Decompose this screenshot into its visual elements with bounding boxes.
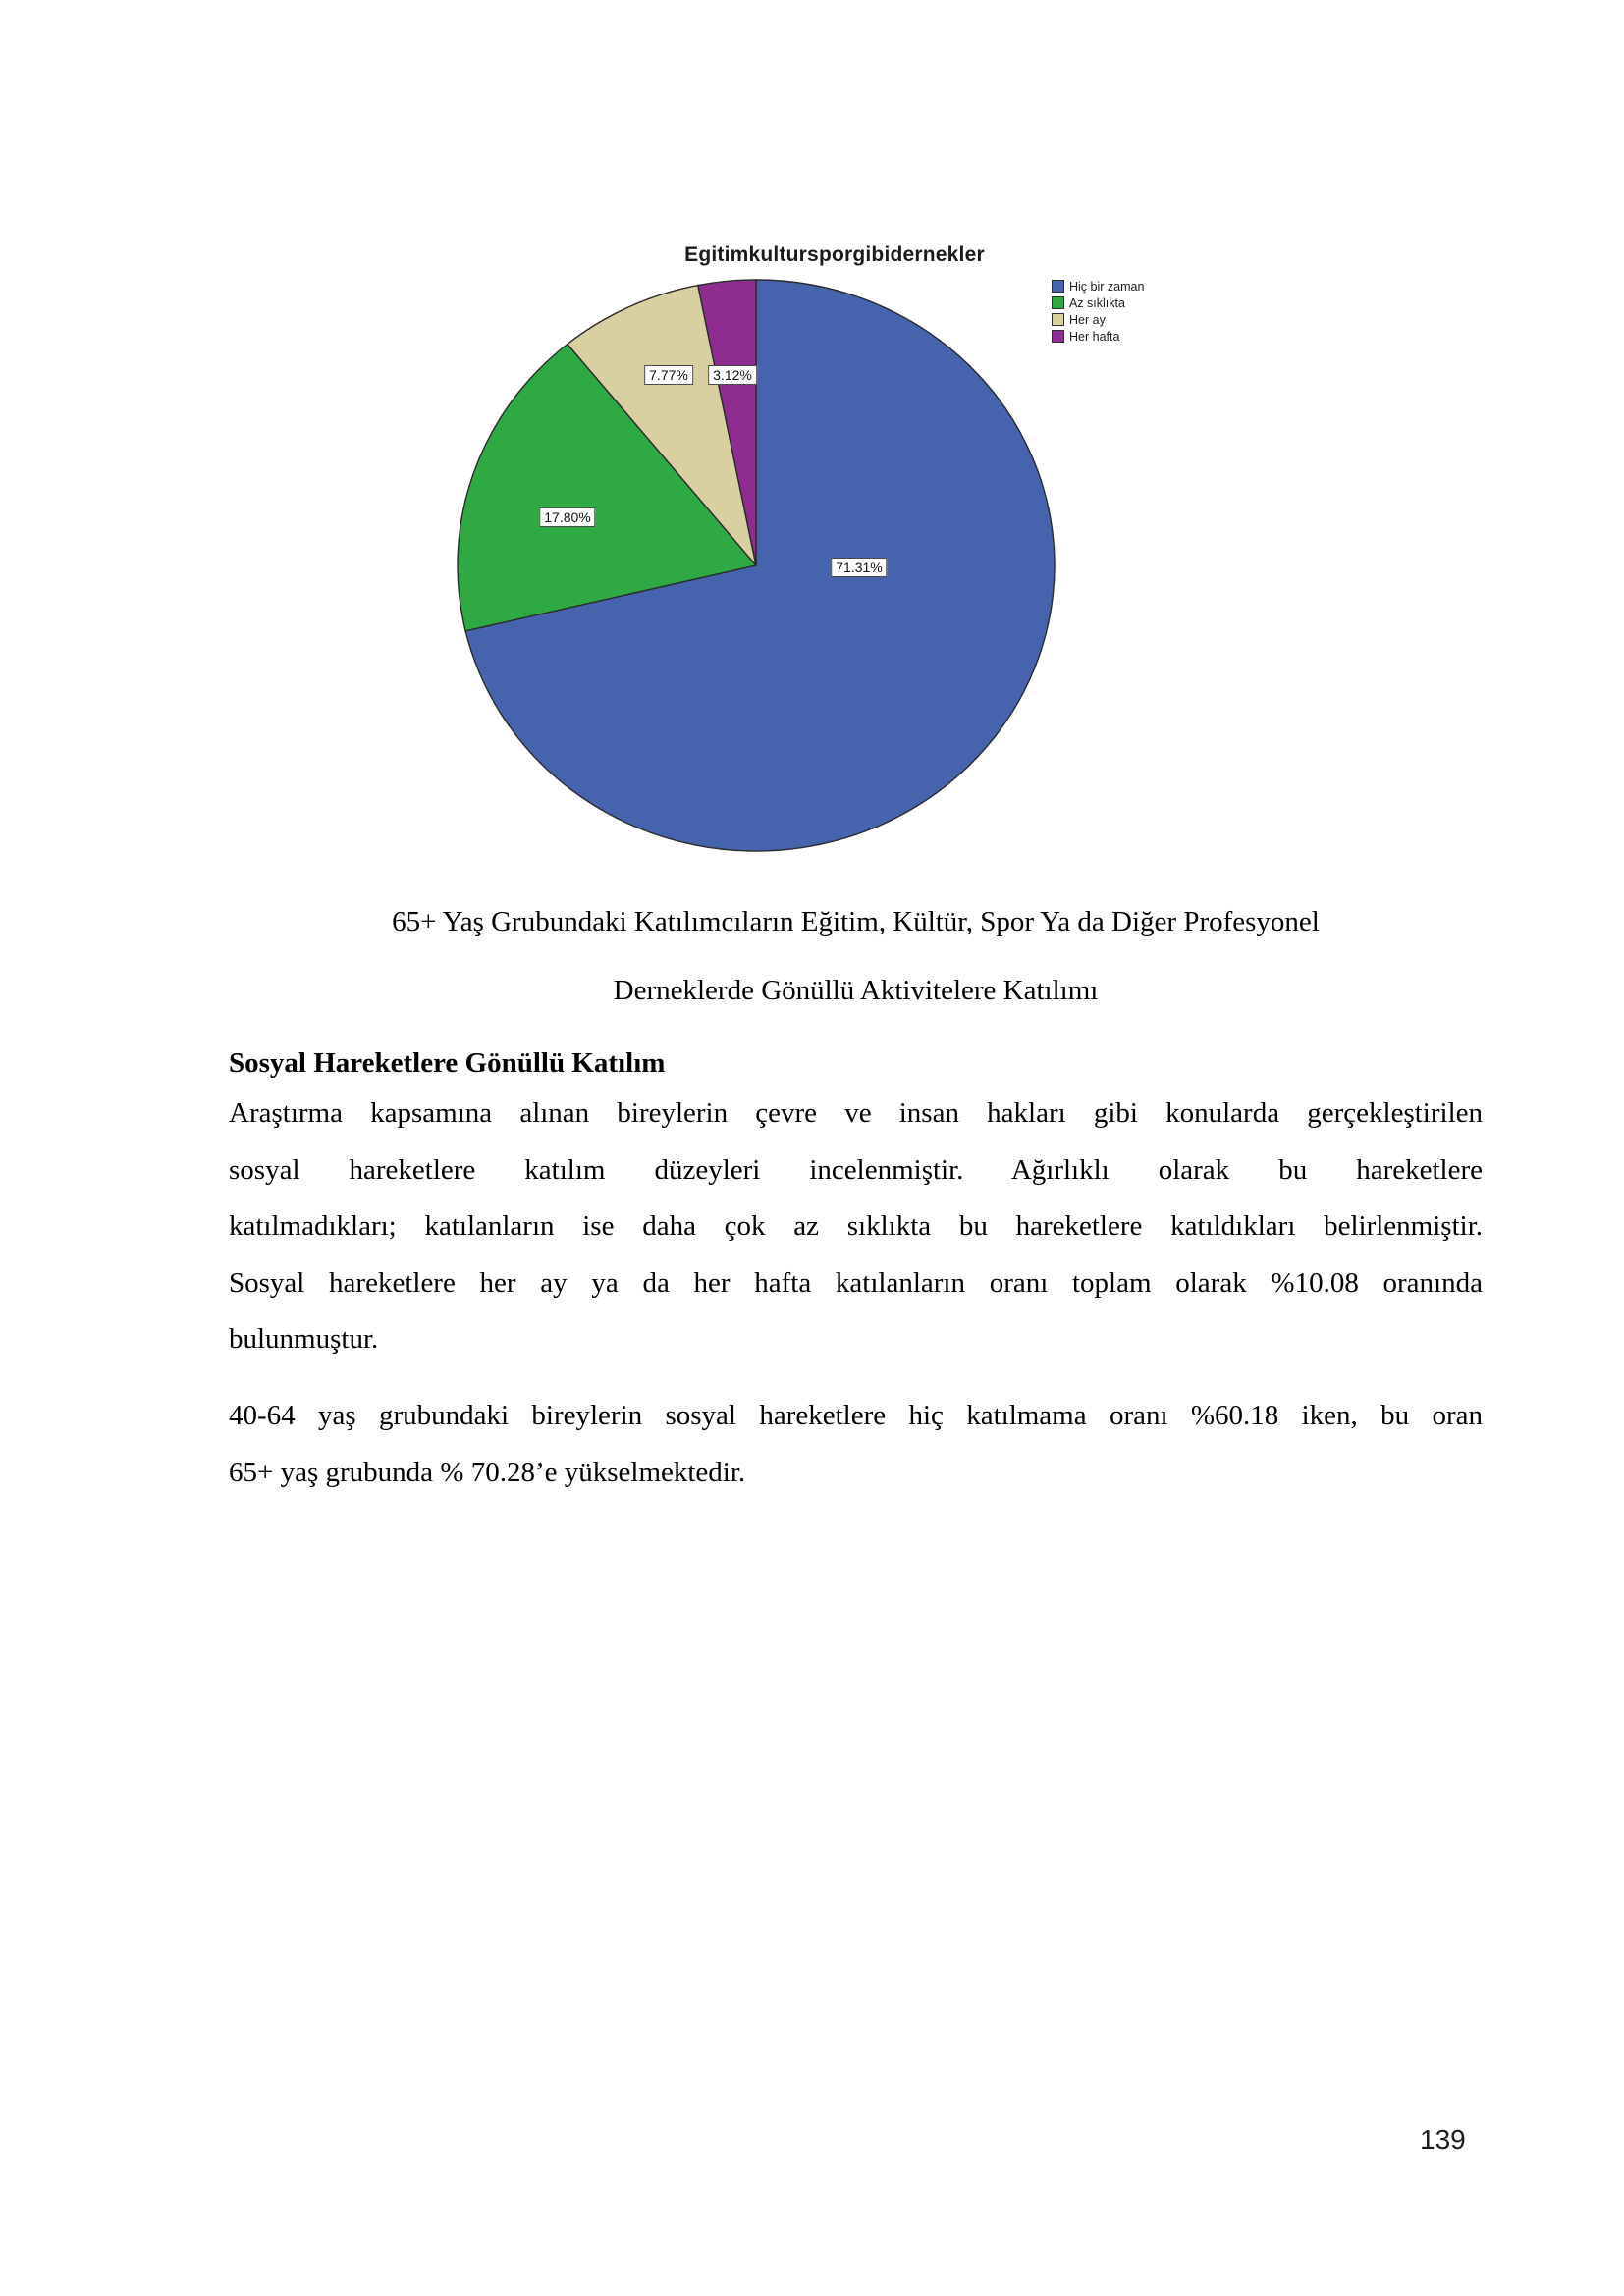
- pie-slice-value-label: 3.12%: [708, 365, 757, 385]
- legend-item: [1052, 328, 1144, 345]
- legend-label: Her hafta: [1069, 329, 1120, 344]
- pie-slice-value-label: 71.31%: [831, 558, 887, 577]
- legend-label: Az sıklıkta: [1069, 295, 1125, 310]
- legend-label: Hiç bir zaman: [1069, 279, 1145, 294]
- figure-caption-line: Derneklerde Gönüllü Aktivitelere Katılımı: [613, 975, 1099, 1006]
- pie-chart: [456, 278, 1056, 853]
- text-line: katılmadıkları; katılanların ise daha çok az sıklıkta bu hareketlere katıldıkları belirlenmiştir.: [229, 1210, 1483, 1242]
- figure-caption-line: 65+ Yaş Grubundaki Katılımcıların Eğitim, Kültür, Spor Ya da Diğer Profesyonel: [392, 906, 1320, 937]
- legend-swatch-icon: [1052, 296, 1064, 309]
- legend-label: Her ay: [1069, 312, 1106, 327]
- page-number: 139: [1420, 2124, 1466, 2155]
- legend-item: [1052, 311, 1144, 328]
- chart-title: Egitimkultursporgibidernekler: [684, 243, 985, 266]
- text-line: bulunmuştur.: [229, 1323, 379, 1355]
- figure-caption: [229, 887, 1483, 1025]
- chart-legend: [1052, 278, 1144, 345]
- pie-slice-value-label: 17.80%: [539, 507, 595, 527]
- pie-slice-value-label: 7.77%: [644, 365, 693, 385]
- legend-swatch-icon: [1052, 330, 1064, 343]
- body-paragraph-1: [229, 1086, 1483, 1368]
- section-heading: Sosyal Hareketlere Gönüllü Katılım: [229, 1047, 666, 1079]
- legend-item: [1052, 294, 1144, 311]
- legend-swatch-icon: [1052, 280, 1064, 293]
- legend-swatch-icon: [1052, 313, 1064, 326]
- text-line: Araştırma kapsamına alınan bireylerin çevre ve insan hakları gibi konularda gerçekleştirilen: [229, 1097, 1483, 1129]
- body-paragraph-2: [229, 1388, 1483, 1501]
- legend-item: [1052, 278, 1144, 294]
- text-line: sosyal hareketlere katılım düzeyleri incelenmiştir. Ağırlıklı olarak bu hareketlere: [229, 1153, 1483, 1186]
- text-line: 40-64 yaş grubundaki bireylerin sosyal hareketlere hiç katılmama oranı %60.18 iken, bu oran: [229, 1400, 1483, 1431]
- text-line: Sosyal hareketlere her ay ya da her hafta katılanların oranı toplam olarak %10.08 oranında: [229, 1266, 1483, 1299]
- text-line: 65+ yaş grubunda % 70.28’e yükselmektedir.: [229, 1456, 746, 1488]
